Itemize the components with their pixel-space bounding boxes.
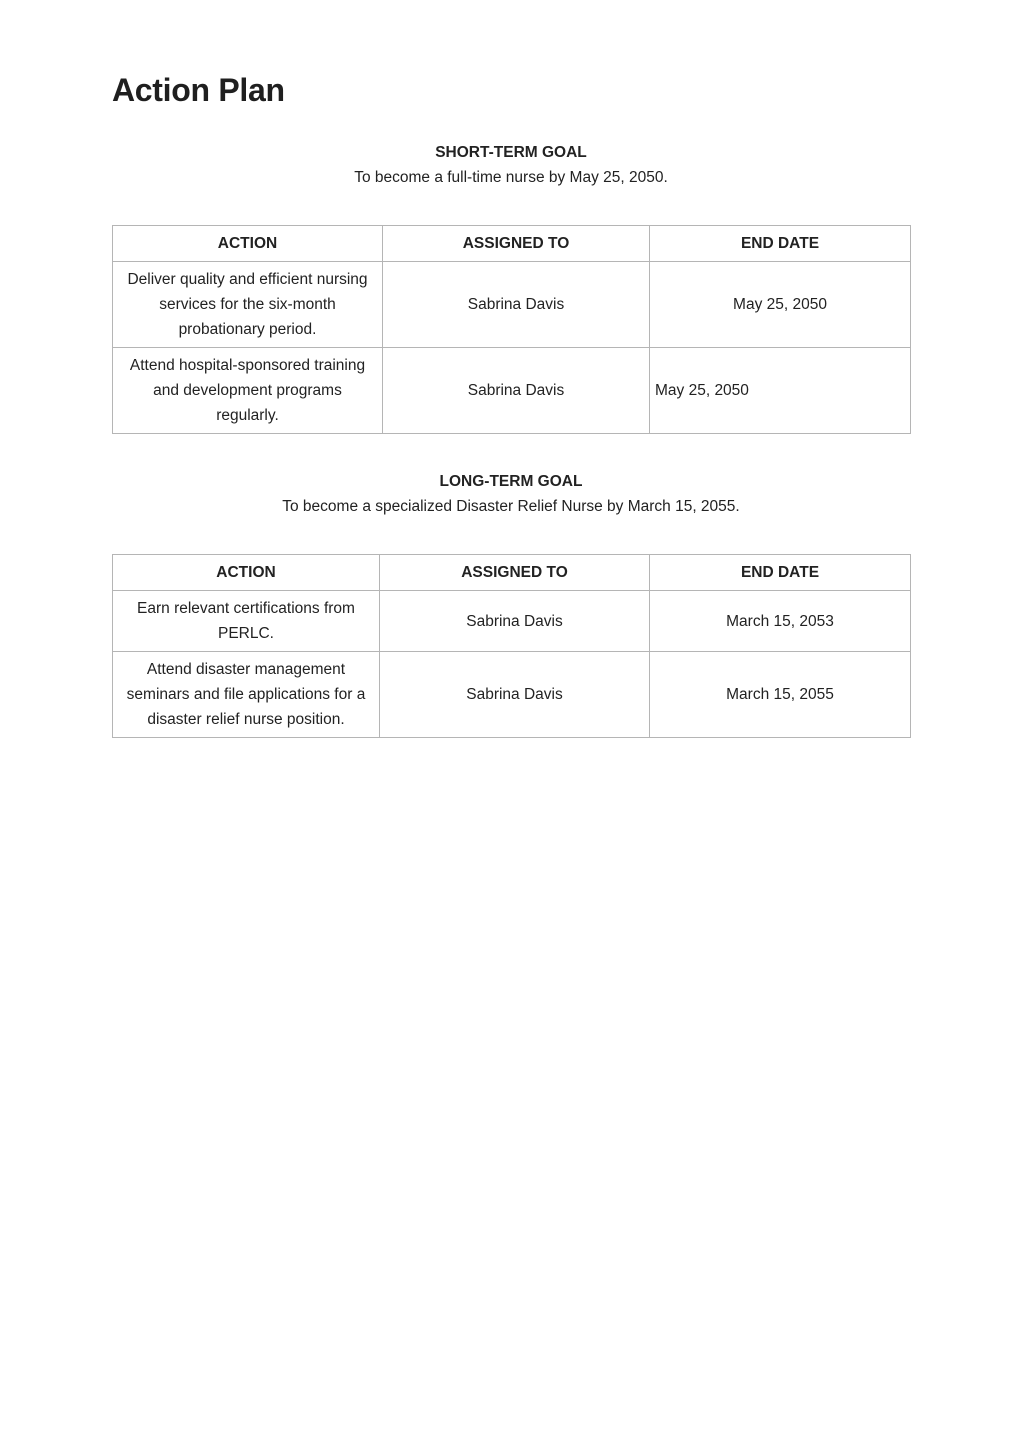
table-row	[113, 652, 911, 738]
table-row	[113, 262, 911, 348]
short-term-action-table	[112, 225, 911, 434]
long-term-goal-description: To become a specialized Disaster Relief Nurse by March 15, 2055.	[282, 498, 740, 515]
short-term-goal-description: To become a full-time nurse by May 25, 2050.	[354, 169, 668, 186]
long-term-goal-section	[112, 469, 910, 519]
short-term-goal-section	[112, 140, 910, 190]
action-cell: Attend disaster management seminars and file applications for a disaster relief nurse position.	[113, 652, 380, 738]
table-row	[113, 348, 911, 434]
page-title: Action Plan	[112, 72, 285, 108]
end-date-cell: May 25, 2050	[650, 262, 911, 348]
assigned-to-cell: Sabrina Davis	[380, 652, 650, 738]
assigned-to-cell: Sabrina Davis	[383, 348, 650, 434]
table-header-row	[113, 226, 911, 262]
column-header-assigned-to: ASSIGNED TO	[380, 555, 650, 591]
column-header-end-date: END DATE	[650, 226, 911, 262]
action-cell: Attend hospital-sponsored training and development programs regularly.	[113, 348, 383, 434]
table-row	[113, 591, 911, 652]
column-header-action: ACTION	[113, 555, 380, 591]
end-date-cell: March 15, 2053	[650, 591, 911, 652]
table-header-row	[113, 555, 911, 591]
long-term-action-table	[112, 554, 911, 738]
short-term-goal-heading: SHORT-TERM GOAL	[435, 144, 587, 161]
assigned-to-cell: Sabrina Davis	[380, 591, 650, 652]
column-header-action: ACTION	[113, 226, 383, 262]
action-cell: Earn relevant certifications from PERLC.	[113, 591, 380, 652]
action-cell: Deliver quality and efficient nursing services for the six-month probationary period.	[113, 262, 383, 348]
column-header-end-date: END DATE	[650, 555, 911, 591]
assigned-to-cell: Sabrina Davis	[383, 262, 650, 348]
column-header-assigned-to: ASSIGNED TO	[383, 226, 650, 262]
long-term-goal-heading: LONG-TERM GOAL	[439, 473, 583, 490]
end-date-cell: March 15, 2055	[650, 652, 911, 738]
end-date-cell: May 25, 2050	[650, 348, 911, 434]
